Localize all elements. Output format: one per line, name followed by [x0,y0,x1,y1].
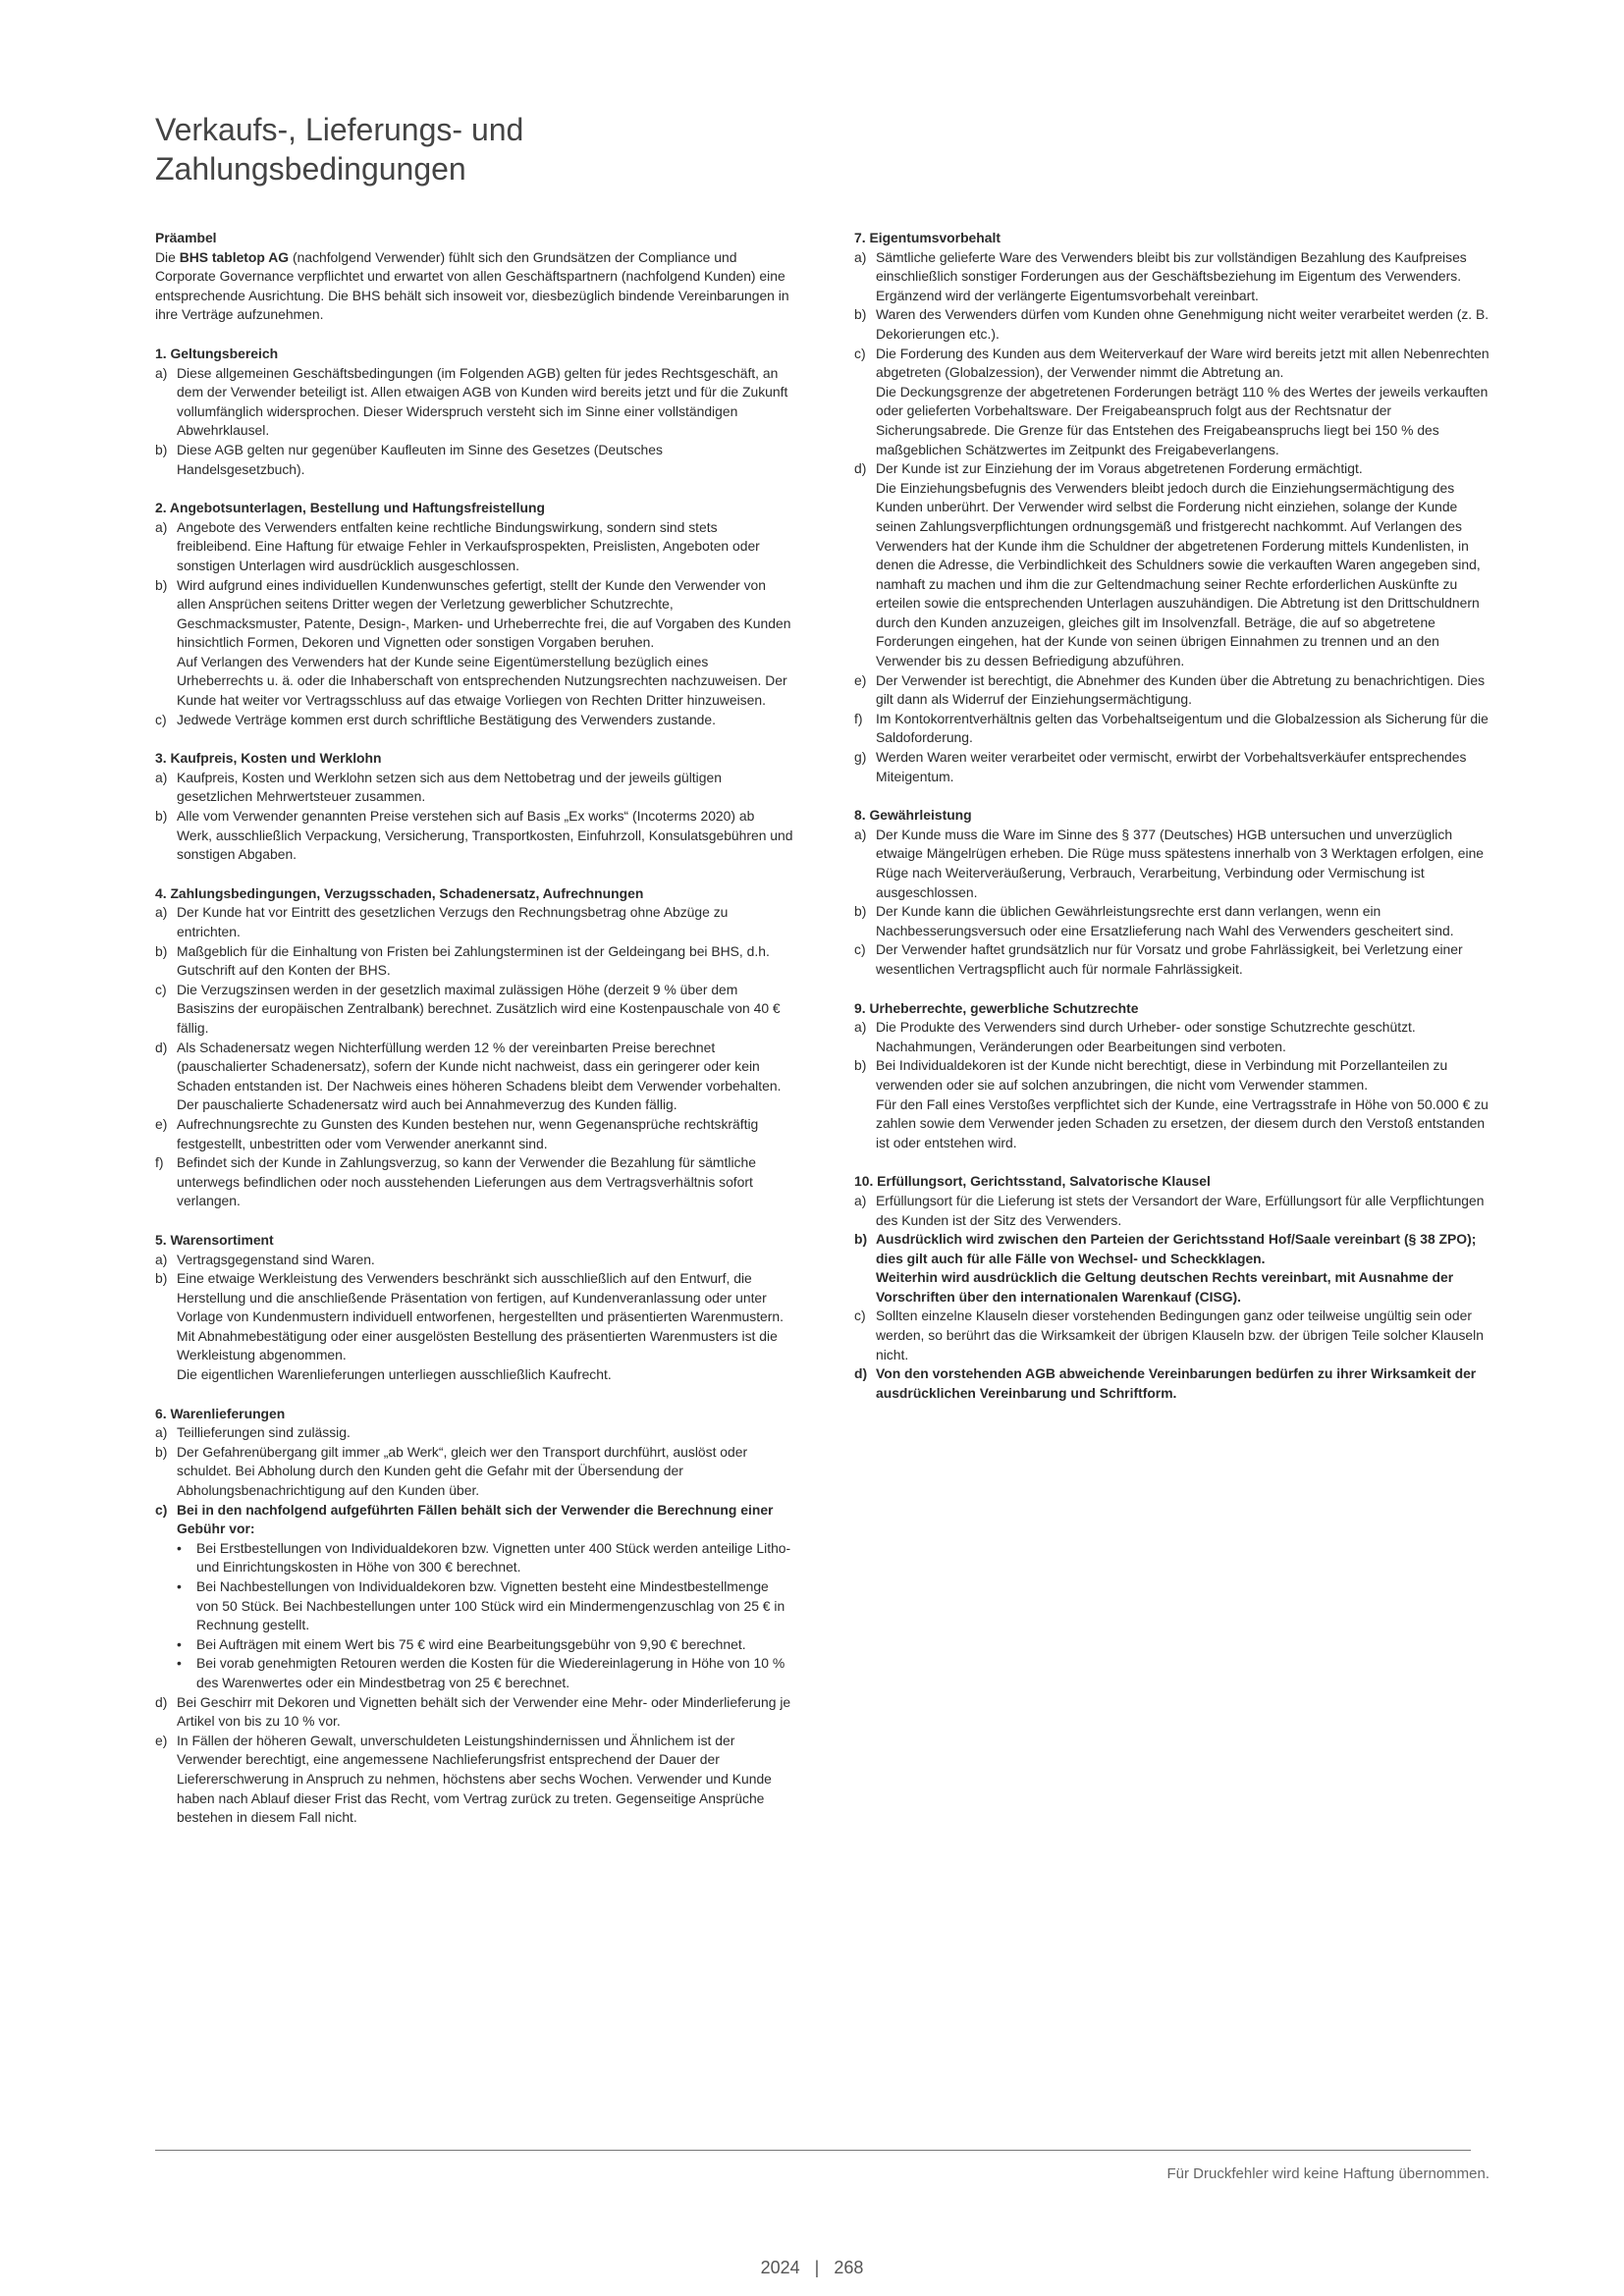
clause-5a: a) Vertragsgegenstand sind Waren. [155,1251,375,1267]
section-5 [155,1231,793,1385]
clause-7b: b) Waren des Verwenders dürfen vom Kunden ohne Genehmigung nicht weiter verarbeitet werden (z. B. Dekorierungen etc.). [854,306,1489,342]
clause-4a: a) Der Kunde hat vor Eintritt des gesetzlichen Verzugs den Rechnungsbetrag ohne Abzüge zu entrichten. [155,904,729,939]
section-6 [155,1405,793,1828]
page-number [0,2258,1624,2278]
clause-3a: a) Kaufpreis, Kosten und Werklohn setzen sich aus dem Nettobetrag und der jeweils gültigen gesetzlichen Mehrwertsteuer zusammen. [155,769,722,805]
clause-9b: b) Bei Individualdekoren ist der Kunde nicht berechtigt, diese in Verbindung mit Porzellanteilen zu verwenden oder sie auf solchen anzubringen, die nicht vom Verwender stammen. [854,1057,1448,1093]
clause-7d-cont: Die Einziehungsbefugnis des Verwenders bleibt jedoch durch die Einziehungsermächtigung des Kunden unberührt. Der Verwender wird selbst die Forderung nicht einziehen, solange der Kunde seinen Zahlungsverpflichtungen ordnungsgemäß und fristgerecht nachkommt. Auf Verlangen des Verwenders hat der Kunde ihm die Schuldner der abgetretenen Forderung mittels Kundenlisten, in denen die Adresse, die Verbindlichkeit des Schuldners sowie die verkauften Waren angegeben sind, namhaft zu machen und ihm die zur Geltendmachung seiner Rechte erforderlichen Auskünfte zu erteilen sowie die entsprechenden Unterlagen auszuhändigen. Die Abtretung ist den Drittschuldnern durch den Kunden anzuzeigen, gleiches gilt im Insolvenzfall. Beträge, die auf so abgetretene Forderungen eingehen, hat der Kunde von seinen übrigen Einnahmen zu trennen und an den Verwender bis zu dessen Befriedigung abzuführen. [876,479,1481,669]
section-heading: 3. Kaufpreis, Kosten und Werklohn [155,750,382,767]
clause-2a: a) Angebote des Verwenders entfalten keine rechtliche Bindungswirkung, sondern sind stets freibleibend. Eine Haftung für etwaige Fehler in Verkaufsprospekten, Preislisten, Angeboten oder sonstigen Unterlagen wird ausdrücklich ausgeschlossen. [155,518,760,573]
section-4 [155,884,793,1211]
section-7 [854,229,1492,786]
disclaimer-note: Für Druckfehler wird keine Haftung übernommen. [1166,2165,1489,2182]
section-heading: 9. Urheberrechte, gewerbliche Schutzrechte [854,999,1139,1016]
title-line-2: Zahlungsbedingungen [155,151,466,187]
section-8 [854,806,1492,979]
clause-6d: d) Bei Geschirr mit Dekoren und Vignetten behält sich der Verwender eine Mehr- oder Minderlieferung je Artikel von bis zu 10 % vor. [155,1693,791,1730]
clause-7c-cont: Die Deckungsgrenze der abgetretenen Forderungen beträgt 110 % des Wertes der jeweils verkauften oder gelieferten Vorbehaltsware. Der Freigabeanspruch folgt aus der Rechtsnatur der Sicherungsabrede. Die Grenze für das Entstehen des Freigabeanspruchs liegt bei 150 % des maßgeblichen Schätzwertes im Zeitpunkt des Freigabeverlangens. [876,383,1489,457]
clause-9a: a) Die Produkte des Verwenders sind durch Urheber- oder sonstige Schutzrechte geschützt. Nachahmungen, Veränderungen oder Bearbeitungen sind verboten. [854,1019,1416,1054]
clause-10a: a) Erfüllungsort für die Lieferung ist stets der Versandort der Ware, Erfüllungsort für alle Verpflichtungen des Kunden ist der Sitz des Verwenders. [854,1192,1485,1228]
title-line-1: Verkaufs-, Lieferungs- und [155,112,524,147]
footer-divider [155,2150,1471,2151]
section-9 [854,999,1492,1153]
section-heading: 10. Erfüllungsort, Gerichtsstand, Salvatorische Klausel [854,1173,1211,1190]
clause-6a: a) Teillieferungen sind zulässig. [155,1424,351,1441]
clause-8c: c) Der Verwender haftet grundsätzlich nur für Vorsatz und grobe Fahrlässigkeit, bei Verletzung einer wesentlichen Vertragspflicht auch für normale Fahrlässigkeit. [854,941,1463,977]
clause-4e: e) Aufrechnungsrechte zu Gunsten des Kunden bestehen nur, wenn Gegenansprüche rechtskräftig festgestellt, unbestritten oder vom Verwender anerkannt sind. [155,1115,759,1151]
page-separator: | [814,2258,820,2277]
clause-9b-cont: Für den Fall eines Verstoßes verpflichtet sich der Kunde, eine Vertragsstrafe in Höhe von 50.000 € zu zahlen sowie dem Verwender jeden Schaden zu ersetzen, der diesem durch den Verstoß entstanden ist oder entstehen wird. [876,1095,1489,1150]
clause-10b: b) Ausdrücklich wird zwischen den Parteien der Gerichtsstand Hof/Saale vereinbart (§ 38 ZPO); dies gilt auch für alle Fälle von Wechsel- und Scheckklagen. [854,1231,1477,1266]
clause-2b: b) Wird aufgrund eines individuellen Kundenwunsches gefertigt, stellt der Kunde den Verwender von allen Ansprüchen seitens Dritter wegen der Verletzung gewerblicher Schutzrechte, Geschmacksmuster, Patente, Design-, Marken- und Urheberrechte frei, die auf Vorgaben des Kunden hinsichtlich Formen, Dekoren und Vignetten oder sonstigen Vorgaben beruhen. [155,576,791,651]
section-heading: 8. Gewährleistung [854,807,972,824]
fee-bullet: • Bei Erstbestellungen von Individualdekoren bzw. Vignetten unter 400 Stück werden anteilige Litho- und Einrichtungskosten in Höhe von 300 € berechnet. [177,1539,791,1575]
clause-3b: b) Alle vom Verwender genannten Preise verstehen sich auf Basis „Ex works“ (Incoterms 2020) ab Werk, ausschließlich Verpackung, Versicherung, Transportkosten, Einfuhrzoll, Konsulatsgebühren und sonstigen Abgaben. [155,808,793,863]
section-heading: 4. Zahlungsbedingungen, Verzugsschaden, Schadenersatz, Aufrechnungen [155,884,644,901]
section-2 [155,499,793,729]
clause-7d: d) Der Kunde ist zur Einziehung der im Voraus abgetretenen Forderung ermächtigt. [854,460,1363,477]
clause-6c: c) Bei in den nachfolgend aufgeführten Fällen behält sich der Verwender die Berechnung einer Gebühr vor: [155,1501,774,1537]
clause-7a: a) Sämtliche gelieferte Ware des Verwenders bleibt bis zur vollständigen Bezahlung des Kaufpreises einschließlich sonstiger Forderungen aus der Geschäftsbeziehung im Eigentum des Verwenders. Ergänzend wird der verlängerte Eigentumsvorbehalt vereinbart. [854,248,1467,303]
section-heading: 7. Eigentumsvorbehalt [854,230,1001,245]
clause-7f: f) Im Kontokorrentverhältnis gelten das Vorbehaltseigentum und die Globalzession als Sicherung für die Saldoforderung. [854,710,1489,746]
section-1 [155,345,793,479]
clause-8b: b) Der Kunde kann die üblichen Gewährleistungsrechte erst dann verlangen, wenn ein Nachbesserungsversuch oder eine Ersatzlieferung nach Wahl des Verwenders gescheitert sind. [854,903,1454,938]
right-column [854,229,1492,1422]
clause-4c: c) Die Verzugszinsen werden in der gesetzlich maximal zulässigen Höhe (derzeit 9 % über dem Basiszins der europäischen Zentralbank) berechnet. Zusätzlich wird eine Kostenpauschale von 40 € fällig. [155,981,781,1036]
clause-4d: d) Als Schadenersatz wegen Nichterfüllung werden 12 % der vereinbarten Preise berechnet (pauschalierter Schadenersatz), sofern der Kunde nicht nachweist, dass ein geringerer oder kein Schaden entstanden ist. Der Nachweis eines höheren Schadens bleibt dem Verwender vorbehalten. Der pauschalierte Schadenersatz wird auch bei Annahmeverzug des Kunden fällig. [155,1039,782,1113]
clause-5b: b) Eine etwaige Werkleistung des Verwenders beschränkt sich ausschließlich auf den Entwurf, die Herstellung und die anschließende Präsentation von fertigen, auf Kundenveranlassung oder unter Vorlage von Kundenmustern individuell entworfenen, hergestellten und präsentierten Warenmustern. Mit Abnahmebestätigung oder einer ausgelösten Bestellung des präsentierten Warenmusters ist die Werkleistung abgenommen. [155,1270,784,1363]
preamble-text [155,248,793,325]
section-heading: 5. Warensortiment [155,1231,274,1248]
company-name: BHS tabletop AG [179,248,290,265]
clause-1a: a) Diese allgemeinen Geschäftsbedingungen (im Folgenden AGB) gelten für jedes Rechtsgeschäft, an dem der Verwender beteiligt ist. Allen etwaigen AGB von Kunden wird bereits jetzt und für die Zukunft vollumfänglich widersprochen. Dieser Widerspruch versteht sich im Sinne einer vollständigen Abwehrklausel. [155,364,788,439]
clause-2c: c) Jedwede Verträge kommen erst durch schriftliche Bestätigung des Verwenders zustande. [155,711,716,727]
fee-bullet: • Bei Nachbestellungen von Individualdekoren bzw. Vignetten besteht eine Mindestbestellmenge von 50 Stück. Bei Nachbestellungen unter 100 Stück wird ein Mindermengenzuschlag von 25 € in Rechnung gestellt. [177,1578,785,1633]
preamble-rest: (nachfolgend Verwender) fühlt sich den Grundsätzen der Compliance und Corporate Governance verpflichtet und erwartet von allen Geschäftspartnern (nachfolgend Kunden) eine entsprechende Ausrichtung. Die BHS behält sich insoweit vor, diesbezüglich bindende Vereinbarungen in ihre Verträge aufzunehmen. [155,248,789,323]
clause-4b: b) Maßgeblich für die Einhaltung von Fristen bei Zahlungsterminen ist der Geldeingang bei BHS, d.h. Gutschrift auf den Konten der BHS. [155,942,770,979]
clause-1b: b) Diese AGB gelten nur gegenüber Kaufleuten im Sinne des Gesetzes (Deutsches Handelsgesetzbuch). [155,441,663,477]
clause-10b-cont: Weiterhin wird ausdrücklich die Geltung deutschen Rechts vereinbart, mit Ausnahme der Vorschriften über den internationalen Warenkauf (CISG). [876,1269,1454,1305]
clause-8a: a) Der Kunde muss die Ware im Sinne des § 377 (Deutsches) HGB untersuchen und unverzüglich etwaige Mängelrügen erheben. Die Rüge muss spätestens innerhalb von 3 Werktagen erfolgen, eine Rüge nach Weiterveräußerung, Verbrauch, Verarbeitung, Verbindung oder Vermischung ist ausgeschlossen. [854,826,1485,900]
clause-2b-cont: Auf Verlangen des Verwenders hat der Kunde seine Eigentümerstellung bezüglich eines Urheberrechts u. ä. oder die Inhaberschaft von entsprechenden Nutzungsrechten nachzuweisen. Der Kunde hat weiter vor Vertragsschluss auf das etwaige Vorliegen von Rechten Dritter hinzuweisen. [177,653,787,709]
clause-6e: e) In Fällen der höheren Gewalt, unverschuldeten Leistungshindernissen und Ähnlichem ist der Verwender berechtigt, eine angemessene Nachlieferungsfrist entsprechend der Dauer der Liefererschwerung in Anspruch zu nehmen, höchstens aber sechs Wochen. Verwender und Kunde haben nach Ablauf dieser Frist das Recht, vom Vertrag zurück zu treten. Gegenseitige Ansprüche bestehen in diesem Fall nicht. [155,1732,772,1826]
clause-7c: c) Die Forderung des Kunden aus dem Weiterverkauf der Ware wird bereits jetzt mit allen Nebenrechten abgetreten (Globalzession), der Verwender nimmt die Abtretung an. [854,345,1489,381]
fee-bullet: • Bei Aufträgen mit einem Wert bis 75 € wird eine Bearbeitungsgebühr von 9,90 € berechnet. [177,1635,746,1652]
clause-10d: d) Von den vorstehenden AGB abweichende Vereinbarungen bedürfen zu ihrer Wirksamkeit der ausdrücklichen Vereinbarung und Schriftform. [854,1365,1477,1401]
clause-7e: e) Der Verwender ist berechtigt, die Abnehmer des Kunden über die Abtretung zu benachrichtigen. Dies gilt dann als Widerruf der Einziehungsermächtigung. [854,671,1486,708]
section-heading: Präambel [155,230,217,245]
clause-5b-cont: Die eigentlichen Warenlieferungen unterliegen ausschließlich Kaufrecht. [177,1366,612,1383]
clause-7g: g) Werden Waren weiter verarbeitet oder vermischt, erwirbt der Vorbehaltsverkäufer entsprechendes Miteigentum. [854,749,1467,784]
section-heading: 6. Warenlieferungen [155,1405,286,1421]
section-10 [854,1172,1492,1403]
clause-4f: f) Befindet sich der Kunde in Zahlungsverzug, so kann der Verwender die Bezahlung für sämtliche unterwegs befindlichen oder noch ausstehenden Lieferungen aus dem Vertragsverhältnis sofort verlangen. [155,1154,756,1209]
clause-10c: c) Sollten einzelne Klauseln dieser vorstehenden Bedingungen ganz oder teilweise ungültig sein oder werden, so berührt das die Wirksamkeit der übrigen Klauseln bzw. der übrigen Teile solcher Klauseln nicht. [854,1308,1484,1362]
section-preamble [155,229,793,325]
left-column [155,229,793,1847]
section-heading: 2. Angebotsunterlagen, Bestellung und Haftungsfreistellung [155,500,545,516]
page-year: 2024 [760,2258,800,2277]
section-3 [155,749,793,865]
clause-6b: b) Der Gefahrenübergang gilt immer „ab Werk“, gleich wer den Transport durchführt, auslöst oder schuldet. Bei Abholung durch den Kunden geht die Gefahr mit der Übersendung der Abholungsbenachrichtigung auf den Kunden über. [155,1443,748,1499]
page-title [155,110,523,188]
preamble-pre: Die [155,248,180,265]
page-count: 268 [834,2258,864,2277]
section-heading: 1. Geltungsbereich [155,345,279,361]
fee-bullet: • Bei vorab genehmigten Retouren werden die Kosten für die Wiedereinlagerung in Höhe von 10 % des Warenwertes oder ein Mindestbetrag von 25 € berechnet. [177,1655,785,1690]
